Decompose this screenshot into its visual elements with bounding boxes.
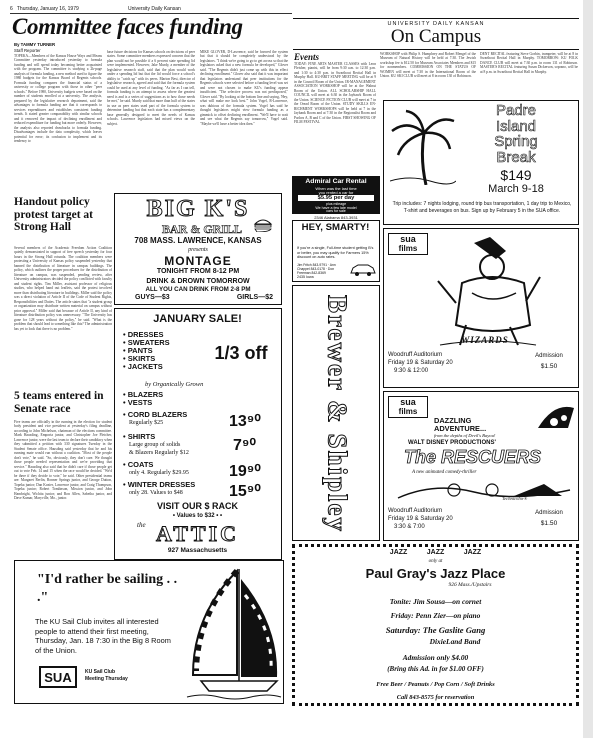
rescuers-ad bbox=[383, 391, 579, 541]
wizards-admission: $1.50 bbox=[540, 363, 558, 370]
bigks-guys: GUYS—$3 bbox=[135, 294, 170, 301]
attic-store-address: 927 Massachusetts bbox=[167, 547, 228, 554]
bigks-drink: DRINK & DROWN TOMORROW bbox=[146, 278, 250, 285]
wizard-illustration-icon bbox=[432, 233, 542, 349]
bigks-logo-sub: BAR & GRILL bbox=[161, 222, 242, 236]
attic-coats: • COATS bbox=[123, 460, 154, 469]
jazz-top: JAZZ JAZZ JAZZ bbox=[389, 549, 482, 556]
jazz-admission: Admission only $4.00 bbox=[402, 653, 469, 662]
padre-title bbox=[458, 103, 574, 165]
brewer-shipley-ad bbox=[292, 285, 380, 541]
attic-visit: VISIT OUR $ RACK bbox=[156, 501, 238, 511]
attic-item-sweaters: • SWEATERS bbox=[123, 337, 170, 347]
story1-col2: base future decisions for Kansas schools on decisions of peer states. Some committee members expressed concern that the plan would not be possible if a 6 percent state spending lid were implemented. However, Jake Murdy, a member of the legislative research staff, said that the plan would work under a spending lid but that the lid would force a school's ability to "catch up" with its peers. Marion Best, director of legislative research, agreed and said that the formula system could be used at any level of funding. "As far as I can tell, formula funding is an attempt to assess where the greatest need is and is a series of suggestions as to how those needs be met," he said. Murdy said that more than half of the states in use as peer states used part of the formula system to determine funding but that each state has a complementary base generally designed to meet the needs of Kansas schools. Lawrence legislators had mixed views on the subject. bbox=[107, 50, 195, 126]
attic-cord-price: 13⁹⁰ bbox=[229, 413, 261, 430]
rescuers-admission: $1.50 bbox=[540, 520, 558, 527]
attic-winter-sub: only 28. Values to $48 bbox=[129, 490, 183, 496]
attic-brand: by Organically Grown bbox=[145, 381, 204, 388]
attic-item-skirts: • SKIRTS bbox=[123, 353, 156, 363]
attic-item-vests: • VESTS bbox=[123, 397, 153, 407]
sail-headline: "I'd rather be sailing . . ." bbox=[37, 572, 178, 606]
folio-date: Thursday, January 16, 1979 bbox=[16, 6, 79, 12]
jazz-only: only at bbox=[428, 559, 443, 564]
admiral-title: Admiral Car Rental bbox=[305, 178, 367, 185]
smarty-body: If you're a single, Full-time student getting B's or better, you may qualify for Farmers 15% discount on auto rates. bbox=[297, 246, 374, 260]
attic-sale-title: JANUARY SALE! bbox=[153, 313, 242, 325]
attic-shirts-sub: Large group of solids bbox=[129, 442, 181, 448]
attic-items bbox=[123, 331, 203, 370]
jazz-friday: Friday: Penn Zier—on piano bbox=[390, 611, 481, 620]
attic-items2 bbox=[123, 391, 203, 407]
attic-shirts-price: 7⁹⁰ bbox=[233, 437, 256, 454]
attic-item-dresses: • DRESSES bbox=[123, 330, 164, 339]
attic-store-the: the bbox=[137, 521, 146, 529]
attic-coats-sub: only 4. Regularly $29.95 bbox=[129, 470, 189, 476]
rescuers-tag1: DAZZLING bbox=[434, 416, 472, 425]
story2-body: Several members of the Academic Freedom Action Coalition quietly demonstrated in support of free speech yesterday for four hours in the Strong Hall rotunda. The coalition members were protesting a University of Kansas policy suspended yesterday that banned the distribution of literature in campus buildings. The policy, which outlines the proper procedures for the distribution of literature on campus, was suspended, pending review, after University administrators decided the policy conflicted with faculty and student rights. Tim Miller, assistant professor of religious studies, who helped hand out leaflets, said the protest involved more than distributing literature in buildings. Miller said the policy was a direct violation of Article II of the Code of Student Rights, Responsibilities and Duties. The article states that "a student group or organization may distribute written material on campus without prior approval." Miller said that because of Article II, any kind of literature distribution policy was unnecessary. "The University has gone for 128 years without the policy," he said. "What is the problem that should lead to something like this? The administration has yet to look that there is no problem." bbox=[14, 246, 112, 331]
sail-note-club: KU Sail Club bbox=[85, 669, 116, 675]
burger-icon bbox=[253, 218, 273, 232]
bigks-address: 708 MASS. LAWRENCE, KANSAS bbox=[134, 236, 262, 245]
palm-icon bbox=[390, 109, 456, 185]
story2-headline: Handout policy protest target at Strong Hall bbox=[14, 196, 93, 234]
bigks-girls: GIRLS—$2 bbox=[236, 294, 273, 301]
rescuers-tag3: from the depths of Devil's Bayou! bbox=[434, 433, 496, 438]
rescuers-technicolor: Technicolor® bbox=[502, 496, 528, 501]
rescuers-mice-icon bbox=[534, 398, 576, 438]
admiral-plus: plus mileage bbox=[325, 202, 347, 206]
wizards-admission-label: Admission bbox=[535, 353, 563, 359]
brewer-shipley-text: Brewer & Shipley bbox=[322, 295, 353, 533]
oncampus-col3: DENT RECITAL featuring Steve Gorbin, trumpeter, will be at 8 in Swarthout Recital Hall in Murphy. TOMORROW: KU FOLK DANCE CLUB will meet at 7:30 p.m. in room 131 of Robinson. MASTER'S RECITAL featuring Susan Dickerson, soprano, will be at 8 p.m. in Swarthout Recital Hall in Murphy. bbox=[480, 52, 578, 74]
jazz-tonite: Tonite: Jim Sousa—on cornet bbox=[389, 597, 482, 606]
rescuers-title: The RESCUERS bbox=[404, 447, 542, 467]
byline bbox=[14, 42, 89, 53]
rescuers-admission-label: Admission bbox=[535, 510, 563, 516]
bigks-presents: presents bbox=[188, 247, 208, 253]
bigks-ad bbox=[114, 193, 282, 305]
attic-coats-price: 19⁹⁰ bbox=[229, 463, 261, 480]
jazz-address: 926 Mass./Upstairs bbox=[448, 582, 492, 588]
wizards-venue: Woodruff Auditorium bbox=[388, 352, 443, 358]
byline-role: Staff Reporter bbox=[14, 47, 41, 53]
jazz-free: Free Beer / Peanuts / Pop Corn / Soft Drinks bbox=[376, 681, 495, 688]
attic-cord: • CORD BLAZERS bbox=[123, 410, 188, 419]
oncampus-title: On Campus bbox=[390, 26, 482, 47]
padre-price: $149 bbox=[500, 167, 532, 183]
main-headline: Committee faces funding bbox=[12, 14, 243, 39]
bigks-act: MONTAGE bbox=[164, 254, 232, 268]
rescuers-sua-logo bbox=[388, 396, 428, 418]
attic-winter: • WINTER DRESSES bbox=[123, 480, 196, 489]
attic-store-name: ATTIC bbox=[155, 521, 240, 546]
sail-body: The KU Sail Club invites all interested people to attend their first meeting, Thursday, Jan. 18 7:30 in the Big 8 Room of the Union. bbox=[35, 617, 171, 655]
jazz-band: DixieLand Band bbox=[429, 637, 481, 646]
attic-item-jackets: • JACKETS bbox=[123, 361, 163, 371]
jazz-saturday: Saturday: The Gaslite Gang bbox=[385, 625, 486, 635]
oncampus-col2: WORKSHOP with Philip S. Humphrey and Robert Mengel of the Museum of Natural History will be held at 7:30. The Jewish workshop fee is $12.50 for Museum Associates Members and $15 for nonmembers. COMMISSION ON THE STATUS OF WOMEN will meet at 7:30 in the International Room of the Union. KU SKI CLUB will meet at 8 in room 130 of Robinson. bbox=[380, 52, 476, 79]
story3-body: Five teams are officially in the running in the election for student body president and vice president at yesterday's filing deadline, according to John Michelson, chairman of the elections committee. Mark Hausding, Emporia junior, and Christopher Joe Fletcher, Lawrence junior, were the last team to declare their candidacy when they submitted a petition with 330 signatures Tuesday in the Student Senate office. Hausding said yesterday that he and his running mate would run without a coalition. "Most of the people don't vote," he said. "So, obviously, they don't care. We thought those people needed representation and we're providing that service." Hausding also said that he didn't care if those people get out to vote Feb. 14 and 15 when the race would be decided. "We'd be there if they decide to vote," he said. Other presidential teams are: Margaret Rerlin, Bonner Springs junior, and George Dutton, Topeka junior; Dan Kozier, Lawrence junior, and Craig Thompson, Topeka junior; Robert Tomlinson, Mission junior, and John Hambright, Wichita junior; and Ron Allen, Sabetha junior, and Dave Kumar, Maryville, Mo., junior. bbox=[14, 420, 112, 501]
wizards-times: 9:30 & 12:00 bbox=[394, 368, 429, 374]
smarty-address: 2435 Iowa bbox=[297, 275, 314, 279]
padre-line3: Spring bbox=[494, 133, 538, 151]
wizards-logo-films: films bbox=[398, 244, 418, 253]
admiral-line2: you rented a car for bbox=[318, 190, 354, 195]
page-number: 6 bbox=[10, 6, 13, 12]
admiral-line1: When was the last time bbox=[315, 186, 357, 191]
admiral-ad bbox=[292, 176, 380, 214]
attic-winter-price: 15⁹⁰ bbox=[229, 483, 261, 500]
padre-body: Trip includes: 7 nights lodging, round trip bus transportation, 1 day trip to Mexico, T-shirt and beverages on bus. Sign up by February 5 in the SUA office. bbox=[392, 201, 572, 214]
wizards-ad bbox=[383, 228, 579, 388]
padre-island-ad bbox=[383, 100, 579, 225]
admiral-line3: We have a few late model bbox=[315, 205, 357, 210]
rescuers-tagline: A new animated comedy-thriller bbox=[412, 470, 477, 475]
admiral-price: $5.95 per day bbox=[298, 195, 374, 201]
oncampus-kicker: UNIVERSITY DAILY KANSAN bbox=[387, 21, 485, 27]
attic-sale-ad bbox=[114, 308, 282, 560]
wizards-logo-sua: sua bbox=[400, 234, 416, 244]
byline-name: By TAMMY TURNER bbox=[14, 42, 56, 47]
rescuers-logo-films: films bbox=[398, 407, 418, 416]
folio bbox=[10, 6, 292, 14]
oncampus-col1: TODAY: FINE ARTS MASTER CLASSES with Leon Fleisher, pianist, will be from 9:30 a.m. to 12:30 p.m. and 1:30 to 4:30 p.m. in Swarthout Recital Hall in Murphy Hall. KU-BRIT STAFF MEETING will be at 9 in the Council Room of the Union. IR-MANAGEMENT ASSOCIATION WORKSHOP will be at the Walnut Room of the Union. ALL SCHOLARSHIP HALL COUNCIL will meet at 6:30 in the Jayhawk Room of the Union. SCIENCE FICTION CLUB will meet at 7 in the Oread Room of the Union. STUDY SKILLS EN-RICHMENT WORKSHOPS will be held at 7 in the Jaybank Room and at 7:30 in the Regionalist Room and Parlors A, B and C of the Union. FIRST SHOWING OF FILM FESTIVAL bbox=[294, 62, 376, 125]
jazz-name: Paul Gray's Jazz Place bbox=[365, 566, 506, 581]
bigks-drink2: ALL YOU CAN DRINK FROM 2-8 PM bbox=[145, 286, 251, 293]
folio-paper: University Daily Kansan bbox=[128, 6, 181, 12]
jazz-discount: (Bring this Ad. in for $1.00 OFF) bbox=[387, 665, 484, 673]
sua-logo: SUA bbox=[39, 666, 77, 688]
wizards-dates: Friday 19 & Saturday 20 bbox=[388, 360, 453, 366]
attic-item-blazers: • BLAZERS bbox=[123, 390, 164, 399]
sail-club-ad bbox=[14, 560, 284, 704]
bigks-time: TONIGHT FROM 8-12 PM bbox=[156, 268, 240, 275]
page-gutter bbox=[583, 0, 593, 738]
attic-shirts-sub2: & Blazers Regularly $12 bbox=[129, 450, 189, 456]
wizards-sua-logo bbox=[388, 233, 428, 255]
padre-line4: Break bbox=[496, 148, 536, 166]
attic-item-pants: • PANTS bbox=[123, 345, 153, 355]
rescuers-logo-sua: sua bbox=[400, 397, 416, 407]
story3-headline: 5 teams entered in Senate race bbox=[14, 390, 104, 415]
smarty-ad bbox=[292, 220, 380, 282]
wizards-title: WIZARDS bbox=[461, 335, 509, 345]
jazz-place-ad bbox=[292, 544, 579, 706]
padre-line2: Island bbox=[495, 117, 537, 135]
padre-dates: March 9-18 bbox=[488, 183, 544, 195]
sail-note-meeting: Meeting Thursday bbox=[85, 676, 128, 682]
smarty-agents: Jim Fritch 843-9791 · Ann Chappel 843-0178 · Don Freeman 842-8369 bbox=[297, 263, 336, 276]
sail-note bbox=[85, 669, 165, 683]
admiral-line4: cars for sale bbox=[326, 209, 346, 213]
padre-line1: Padre bbox=[495, 102, 537, 119]
sailboat-icon bbox=[183, 565, 283, 703]
attic-cord-sub: Regularly $25 bbox=[129, 420, 164, 426]
oncampus-header bbox=[293, 18, 579, 50]
bigks-logo-big: BIG K'S bbox=[146, 196, 250, 222]
rescuers-presents: WALT DISNEY PRODUCTIONS' bbox=[408, 440, 496, 446]
attic-shirts: • SHIRTS bbox=[123, 432, 156, 441]
attic-discount: 1/3 off bbox=[214, 343, 268, 363]
car-icon bbox=[349, 263, 377, 277]
story1-col3: MIKE GLOVER, D-Lawrence, said he favored the system but that it should be completely understood by the legislators. "I think we're going to go to get across so that the legislators asked that a new formula be developed," Glover said. "The Regents didn't just come up with this in effect declining enrollment." Glover also said that it was important that legislators understand that peer institutions for the Regents schools were selected before a funding level was set and were not chosen to make KU's funding appear insufficient. "The selective process was not predisposed," Glover said. "By looking at the bottom line and saying, 'Hey, what will make me look best.'" John Vogel, R-Lawrence, was dubious of the formula system. Vogel has said he thought legislators might view formula funding as a gimmick to offset declining enrollment. "We'll have to wait and see what the Regents say tomorrow," Vogel said. "Maybe we'll have a better idea then." bbox=[200, 50, 288, 126]
story1-col1: TOPEKA—Members of the Kansas House Ways and Means Committee yesterday introduced yesterday to formula funding and will spend today becoming better acquainted with the program. The committee is studying a 2k-page analysis of formula funding, a new method used to figure the 1980 budgets for the Kansas Board of Regents schools. Formula funding compares the financial status of a university or college program with those in other "peer schools." Before 1980, University budgets were based on the number of students enrolled at a university. The analysis, prepared by the legislative research department, said the advantages to formula funding are that it corresponds to services expenditures and establishes consistent funding trends. It stated greater comparability with similar schools and it removed the impact of declining enrollment and reduced expenditure for funding but more orderly. However, the analysis also reported drawbacks to formula funding. Disadvantages include the data complexity, which leaves potential for error; its confusion to implement and its tendency to bbox=[14, 54, 102, 144]
rescuers-venue: Woodruff Auditorium bbox=[388, 508, 443, 514]
attic-values: • Values to $32 • • bbox=[172, 513, 223, 519]
admiral-address: 2346 Alabama 843-3931 bbox=[314, 215, 358, 220]
events-label: Events bbox=[294, 52, 320, 62]
rescuers-dates: Friday 19 & Saturday 20 bbox=[388, 516, 453, 522]
smarty-title: HEY, SMARTY! bbox=[301, 222, 370, 233]
rescuers-tag2: ADVENTURE... bbox=[434, 424, 487, 433]
jazz-call: Call 843-8575 for reservation bbox=[396, 694, 475, 701]
rescuers-times: 3:30 & 7:00 bbox=[394, 524, 425, 530]
